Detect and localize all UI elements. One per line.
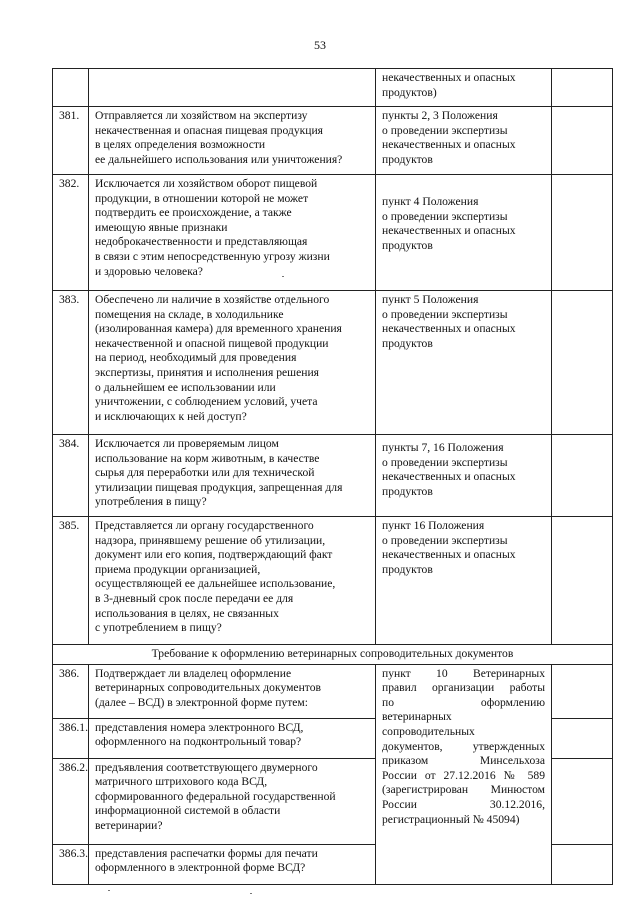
reference-line: некачественных и опасных — [382, 138, 516, 152]
question-cell — [89, 435, 376, 517]
reference-line: о проведении экспертизы — [382, 533, 508, 547]
question-line: утилизации пищевая продукция, запрещенная для — [95, 480, 343, 494]
question-cell — [89, 844, 376, 884]
row-number: 386.1. — [53, 718, 89, 758]
question-line: (далее – ВСД) в электронной форме путем: — [95, 695, 308, 709]
question-cell — [89, 664, 376, 718]
reference-line: о проведении экспертизы — [382, 209, 508, 223]
question-cell — [89, 291, 376, 435]
reference-line: сопроводительных — [382, 724, 475, 738]
question-line: документ или его копия, подтверждающий факт — [95, 548, 333, 562]
reference-line: продуктов — [382, 562, 433, 576]
question-line: надзора, принявшему решение об утилизации, — [95, 533, 326, 547]
question-line: использования в целях, не связанных — [95, 606, 279, 620]
row-number: 385. — [53, 517, 89, 645]
row-number: 381. — [53, 107, 89, 175]
question-line: помещения на складе, в холодильнике — [95, 307, 284, 321]
reference-line: продуктов — [382, 152, 433, 166]
question-line: осуществляющей ее дальнейшее использование, — [95, 577, 336, 591]
question-line: в 3-дневный срок после передачи ее для — [95, 591, 294, 605]
question-line: подтвердить ее происхождение, а также — [95, 206, 292, 220]
question-line: на период, необходимый для проведения — [95, 351, 297, 365]
question-line: сформированного федеральной государственной — [95, 789, 336, 803]
row-number: 386. — [53, 664, 89, 718]
table-row-381 — [53, 107, 613, 175]
answer-cell — [552, 758, 613, 844]
question-line: ее дальнейшего использования или уничтожения? — [95, 152, 343, 166]
scan-speck — [108, 890, 110, 891]
question-line: уничтожении, с соблюдением условий, учета — [95, 395, 318, 409]
section-heading: Требование к оформлению ветеринарных сопроводительных документов — [53, 645, 613, 665]
reference-line: (зарегистрирован Минюстом — [382, 783, 545, 797]
table-row-continuation — [53, 69, 613, 107]
table-row-384 — [53, 435, 613, 517]
row-number: 382. — [53, 175, 89, 291]
reference-line: пункты 2, 3 Положения — [382, 109, 498, 122]
answer-cell — [552, 844, 613, 884]
question-line: Подтверждает ли владелец оформление — [95, 666, 292, 680]
reference-line: пункт 5 Положения — [382, 293, 479, 306]
question-line: матричного штрихового кода ВСД, — [95, 775, 268, 789]
row-number: 384. — [53, 435, 89, 517]
question-line: и здоровью человека? — [95, 264, 203, 278]
scan-speck — [250, 893, 252, 894]
reference-cell — [376, 435, 552, 517]
answer-cell — [552, 718, 613, 758]
question-line: сырья для переработки или для технической — [95, 466, 315, 480]
answer-cell — [552, 435, 613, 517]
reference-line: России от 27.12.2016 № 589 — [382, 768, 545, 782]
section-heading-row — [53, 645, 613, 665]
question-line: использование на корм животным, в качестве — [95, 451, 320, 465]
question-cell — [89, 175, 376, 291]
table-row-383 — [53, 291, 613, 435]
table-row-382 — [53, 175, 613, 291]
answer-cell — [552, 69, 613, 107]
row-number: 386.2. — [53, 758, 89, 844]
question-line: предъявления соответствующего двумерного — [95, 760, 318, 774]
question-line: Исключается ли хозяйством оборот пищевой — [95, 177, 318, 190]
reference-line: некачественных и опасных — [382, 224, 516, 238]
reference-line: продуктов — [382, 238, 433, 252]
row-number: 386.3. — [53, 844, 89, 884]
question-line: Отправляется ли хозяйством на экспертизу — [95, 109, 308, 122]
question-line: имеющую явные признаки — [95, 220, 228, 234]
question-line: недоброкачественности и представляющая — [95, 235, 308, 249]
reference-cell — [376, 107, 552, 175]
question-line: приема продукции организацией, — [95, 562, 261, 576]
question-line: в целях определения возможности — [95, 138, 266, 152]
reference-cell-vsd — [376, 664, 552, 884]
question-line: некачественной и опасной пищевой продукции — [95, 336, 329, 350]
question-line: Исключается ли проверяемым лицом — [95, 437, 279, 450]
question-line: представления номера электронного ВСД, — [95, 720, 304, 734]
checklist-table — [52, 68, 613, 885]
answer-cell — [552, 175, 613, 291]
question-line: о дальнейшем ее использовании или — [95, 380, 276, 394]
reference-line: о проведении экспертизы — [382, 307, 508, 321]
question-line: в связи с этим непосредственную угрозу жизни — [95, 249, 330, 263]
question-line: с употреблением в пищу? — [95, 621, 222, 635]
reference-cell — [376, 175, 552, 291]
question-cell — [89, 758, 376, 844]
reference-line: пункты 7, 16 Положения — [382, 441, 504, 454]
question-line: некачественная и опасная пищевая продукция — [95, 123, 323, 137]
reference-line: о проведении экспертизы — [382, 455, 508, 469]
question-line: употребления в пищу? — [95, 495, 207, 509]
reference-cell — [376, 291, 552, 435]
reference-line: продуктов — [382, 336, 433, 350]
reference-line: некачественных и опасных — [382, 548, 516, 562]
scan-speck — [282, 276, 284, 277]
reference-cell — [376, 69, 552, 107]
question-line: Представляется ли органу государственного — [95, 519, 314, 532]
question-line: оформленного на подконтрольный товар? — [95, 735, 302, 749]
reference-line: некачественных и опасных — [382, 470, 516, 484]
answer-cell — [552, 107, 613, 175]
question-line: оформленного в электронной форме ВСД? — [95, 861, 306, 875]
reference-line: некачественных и опасных — [382, 71, 516, 84]
reference-line: ветеринарных — [382, 710, 452, 724]
reference-line: продуктов — [382, 484, 433, 498]
row-number: 383. — [53, 291, 89, 435]
question-line: представления распечатки формы для печати — [95, 846, 318, 860]
reference-line: пункт 10 Ветеринарных — [382, 666, 545, 680]
reference-line: продуктов) — [382, 85, 437, 99]
table-row-385 — [53, 517, 613, 645]
reference-line: некачественных и опасных — [382, 322, 516, 336]
reference-line: по оформлению — [382, 695, 545, 709]
reference-line: приказом Минсельхоза — [382, 754, 545, 768]
question-cell — [89, 69, 376, 107]
question-line: и исключающих к ней доступ? — [95, 409, 247, 423]
question-line: (изолированная камера) для временного хранения — [95, 322, 342, 336]
question-line: ветеринарных сопроводительных документов — [95, 681, 321, 695]
reference-line: документов, утвержденных — [382, 739, 545, 753]
answer-cell — [552, 664, 613, 718]
answer-cell — [552, 517, 613, 645]
table-row-386 — [53, 664, 613, 718]
question-line: экспертизы, принятия и исполнения решения — [95, 365, 319, 379]
reference-line: пункт 4 Положения — [382, 195, 479, 208]
answer-cell — [552, 291, 613, 435]
reference-line: пункт 16 Положения — [382, 519, 485, 532]
question-line: продукции, в отношении которой не может — [95, 191, 309, 205]
reference-line: правил организации работы — [382, 681, 545, 695]
question-line: ветеринарии? — [95, 818, 163, 832]
question-cell — [89, 107, 376, 175]
page-number: 53 — [314, 38, 326, 52]
reference-line: о проведении экспертизы — [382, 123, 508, 137]
question-cell — [89, 718, 376, 758]
question-cell — [89, 517, 376, 645]
row-number-cell — [53, 69, 89, 107]
reference-line: регистрационный № 45094) — [382, 812, 520, 826]
question-line: Обеспечено ли наличие в хозяйстве отдельного — [95, 293, 330, 306]
reference-cell — [376, 517, 552, 645]
question-line: информационной системой в области — [95, 804, 281, 818]
reference-line: России 30.12.2016, — [382, 797, 545, 811]
